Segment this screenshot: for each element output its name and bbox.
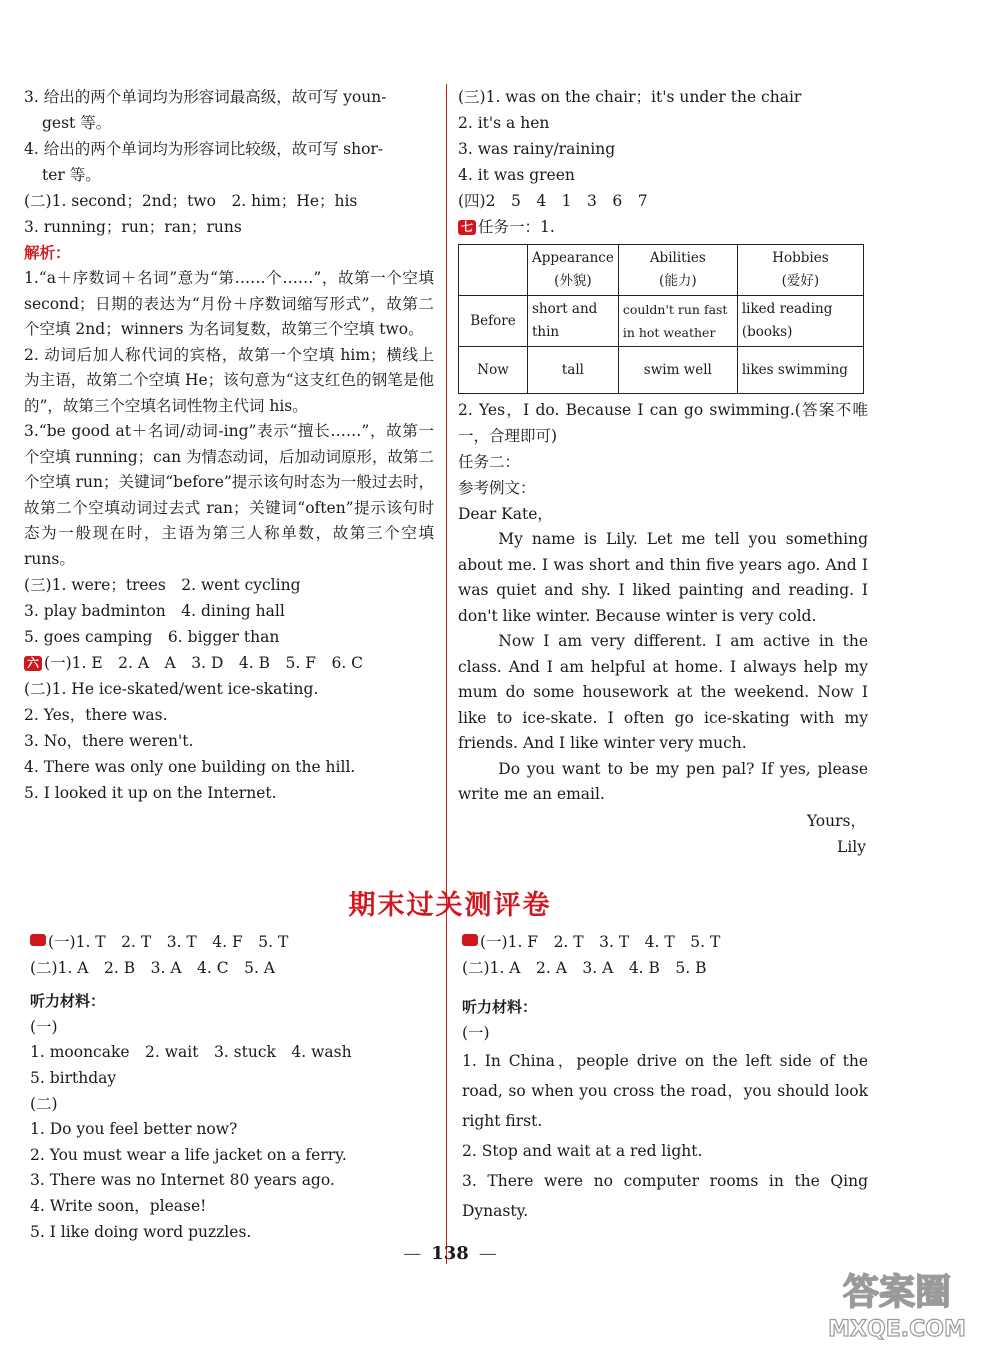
section-one-line xyxy=(30,930,430,956)
listening-label: 听力材料： xyxy=(462,998,538,1017)
answer-line: (一) xyxy=(462,1023,490,1042)
analysis-item: 1.“a＋序数词＋名词”意为“第……个……”，故第一个空填 second；日期的表达为“月份＋序数词缩写形式”，故第二个空填 2nd；winners 为名词复数，故第三个空填 two。 xyxy=(24,269,434,338)
answer-line: 4. Write soon，please! xyxy=(30,1196,207,1215)
header-abilities: Abilities (能力) xyxy=(649,250,706,289)
section-six-tag: 六 xyxy=(24,656,42,671)
answer-line: 4. it was green xyxy=(458,166,575,184)
answer-line: (二)1. A 2. B 3. A 4. C 5. A xyxy=(30,958,276,977)
answer-line: 3. was rainy/raining xyxy=(458,140,616,158)
table-cell: Before xyxy=(459,296,528,347)
answer-line: 2. Yes，there was. xyxy=(24,706,168,724)
answer-line: (三)1. were；trees 2. went cycling xyxy=(24,576,301,594)
answer-line: 1. mooncake 2. wait 3. stuck 4. wash xyxy=(30,1043,352,1062)
analysis-label: 解析： xyxy=(24,244,71,262)
table-cell xyxy=(737,245,863,296)
analysis-item: 2. 动词后加人称代词的宾格，故第一个空填 him；横线上为主语，故第二个空填 He；该句意为“这支红色的钢笔是他的”，故第三个空填名词性物主代词 his。 xyxy=(24,345,434,415)
answer-line: (一) xyxy=(30,1017,58,1036)
page-number-value: 138 xyxy=(431,1243,469,1264)
table-cell: short and thin xyxy=(528,296,619,347)
answer-line: 4. 给出的两个单词均为形容词比较级，故可写 shor- xyxy=(24,140,384,158)
section-seven-tag: 七 xyxy=(458,220,476,235)
section-one-line xyxy=(462,930,868,956)
answer-line: gest 等。 xyxy=(42,114,112,132)
answer-line: 5. goes camping 6. bigger than xyxy=(24,628,280,646)
answer-line: 2. it's a hen xyxy=(458,114,550,132)
letter-paragraph: Now I am very different. I am active in the class. And I am helpful at home. I always help my mum do some housework at the weekend. Now I like to ice-skate. I often go ice-skating with my friends. And I like winter very much. xyxy=(458,632,868,752)
watermark-logo xyxy=(812,1258,982,1344)
header-hobbies: Hobbies (爱好) xyxy=(772,250,829,289)
watermark-text: 答案圈 xyxy=(842,1272,952,1313)
listening-label: 听力材料： xyxy=(30,992,106,1011)
answer-line: 2. Yes，I do. Because I can go swimming.(答案不唯一，合理即可) xyxy=(458,401,868,445)
answer-line: 3. running；run；ran；runs xyxy=(24,218,242,236)
bottom-right-column xyxy=(462,930,868,1226)
answer-line: (二)1. A 2. A 3. A 4. B 5. B xyxy=(462,958,707,977)
answer-line: 5. birthday xyxy=(30,1068,117,1087)
letter-signature: Lily xyxy=(837,837,866,856)
section-six-line xyxy=(24,650,434,676)
answer-line: 1. In China，people drive on the left side of the road, so when you cross the road，you should look right first. xyxy=(462,1052,868,1131)
page-number: — 138 — xyxy=(403,1243,497,1264)
task-two-label: 任务二： xyxy=(458,453,521,471)
table-cell: couldn't run fast in hot weather xyxy=(618,296,737,347)
bottom-left-column xyxy=(30,930,430,1245)
section-one-tag xyxy=(462,934,478,946)
answer-line: (四)2 5 4 1 3 6 7 xyxy=(458,192,648,210)
table-cell: liked reading (books) xyxy=(737,296,863,347)
table-cell xyxy=(528,245,619,296)
answer-line: 3. 给出的两个单词均为形容词最高级，故可写 youn- xyxy=(24,88,387,106)
answer-line: (三)1. was on the chair；it's under the chair xyxy=(458,88,802,106)
column-divider xyxy=(446,84,447,1264)
sample-label: 参考例文： xyxy=(458,479,536,497)
watermark-url: MXQE.COM xyxy=(828,1317,966,1342)
answer-line: (一)1. F 2. T 3. T 4. T 5. T xyxy=(480,933,721,951)
answer-line: (二) xyxy=(30,1094,58,1113)
answer-line: 5. I like doing word puzzles. xyxy=(30,1222,252,1241)
table-cell: likes swimming xyxy=(737,347,863,394)
right-column xyxy=(458,84,868,860)
answer-line: 2. You must wear a life jacket on a ferry. xyxy=(30,1145,347,1164)
answer-line: (一)1. T 2. T 3. T 4. F 5. T xyxy=(48,933,289,951)
answer-line: 1. Do you feel better now? xyxy=(30,1120,238,1139)
task-one-line xyxy=(458,214,868,240)
header-appearance: Appearance (外貌) xyxy=(532,250,614,289)
table-cell: tall xyxy=(528,347,619,394)
section-six-answers: (一)1. E 2. A A 3. D 4. B 5. F 6. C xyxy=(44,654,364,672)
answer-line: 3. play badminton 4. dining hall xyxy=(24,602,285,620)
answer-line: 2. Stop and wait at a red light. xyxy=(462,1142,703,1161)
letter-closing: Yours， xyxy=(806,811,866,830)
left-column xyxy=(24,84,434,806)
letter-paragraph: Do you want to be my pen pal? If yes, please write me an email. xyxy=(458,759,868,803)
letter-paragraph: My name is Lily. Let me tell you something about me. I was short and thin five years ago. And I was quiet and shy. I liked painting and reading. I don't like winter. Because winter is very cold. xyxy=(458,530,868,625)
table-cell: swim well xyxy=(618,347,737,394)
answer-line: 3. No，there weren't. xyxy=(24,732,194,750)
page-title: 期末过关测评卷 xyxy=(348,890,552,921)
answer-line: 5. I looked it up on the Internet. xyxy=(24,784,277,802)
table-cell: Now xyxy=(459,347,528,394)
answer-line: 3. There was no Internet 80 years ago. xyxy=(30,1171,335,1190)
section-one-tag xyxy=(30,934,46,946)
comparison-table xyxy=(458,244,864,394)
table-row xyxy=(459,347,864,394)
answer-line: 4. There was only one building on the hill. xyxy=(24,758,356,776)
letter-greeting: Dear Kate， xyxy=(458,505,553,523)
answer-line: ter 等。 xyxy=(42,166,101,184)
table-header-row xyxy=(459,245,864,296)
answer-line: (二)1. second；2nd；two 2. him；He；his xyxy=(24,192,358,210)
answer-line: (二)1. He ice-skated/went ice-skating. xyxy=(24,680,319,698)
table-cell xyxy=(459,245,528,296)
analysis-item: 3.“be good at＋名词/动词-ing”表示“擅长……”，故第一个空填 running；can 为情态动词，后加动词原形，故第二个空填 run；关键词“before”提示该句时态为一般过去时，故第二个空填动词过去式 ran；关键词“often”提示该句时态为一般现在时，主语为第三人称单数，故第三个空填 runs。 xyxy=(24,422,434,568)
table-cell xyxy=(618,245,737,296)
task-one-label: 任务一：1. xyxy=(478,218,555,236)
answer-line: 3. There were no computer rooms in the Qing Dynasty. xyxy=(462,1172,868,1221)
table-row xyxy=(459,296,864,347)
